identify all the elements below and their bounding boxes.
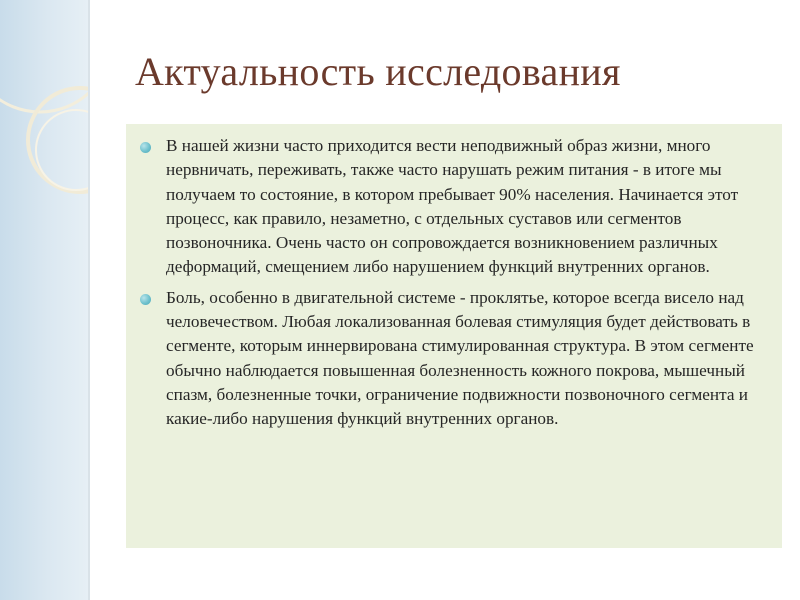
bullet-text-1: В нашей жизни часто приходится вести неподвижный образ жизни, много нервничать, переживать, также часто нарушать режим питания - в итоге мы получаем то состояние, в котором пребывает 90% населения. Начинается этот процесс, как правило, незаметно, с отдельных суставов или сегментов позвоночника. Очень часто он сопровождается возникновением различных деформаций, смещением либо нарушением функций внутренних органов.: [166, 136, 739, 277]
decorative-ring-large: [0, 0, 88, 112]
bullet-list: [138, 134, 770, 432]
bullet-item-2: [138, 286, 770, 432]
side-band-edge: [88, 0, 90, 600]
bullet-text-2: Боль, особенно в двигательной системе - проклятье, которое всегда висело над человечеством. Любая локализованная болевая стимуляция будет действовать в сегменте, которым иннервирована стимулированная структура. В этом сегменте обычно наблюдается повышенная болезненность кожного покрова, мышечный спазм, болезненные точки, ограничение подвижности позвоночного сегмента и какие-либо нарушения функций внутренних органов.: [166, 287, 754, 429]
slide-title: Актуальность исследования: [135, 49, 621, 94]
decorative-rings: [0, 0, 88, 230]
bullet-dot-icon: [140, 294, 151, 305]
bullet-dot-icon: [140, 142, 151, 153]
content-box: [126, 124, 782, 548]
decorative-side-band: [0, 0, 88, 600]
bullet-item-1: [138, 134, 770, 280]
